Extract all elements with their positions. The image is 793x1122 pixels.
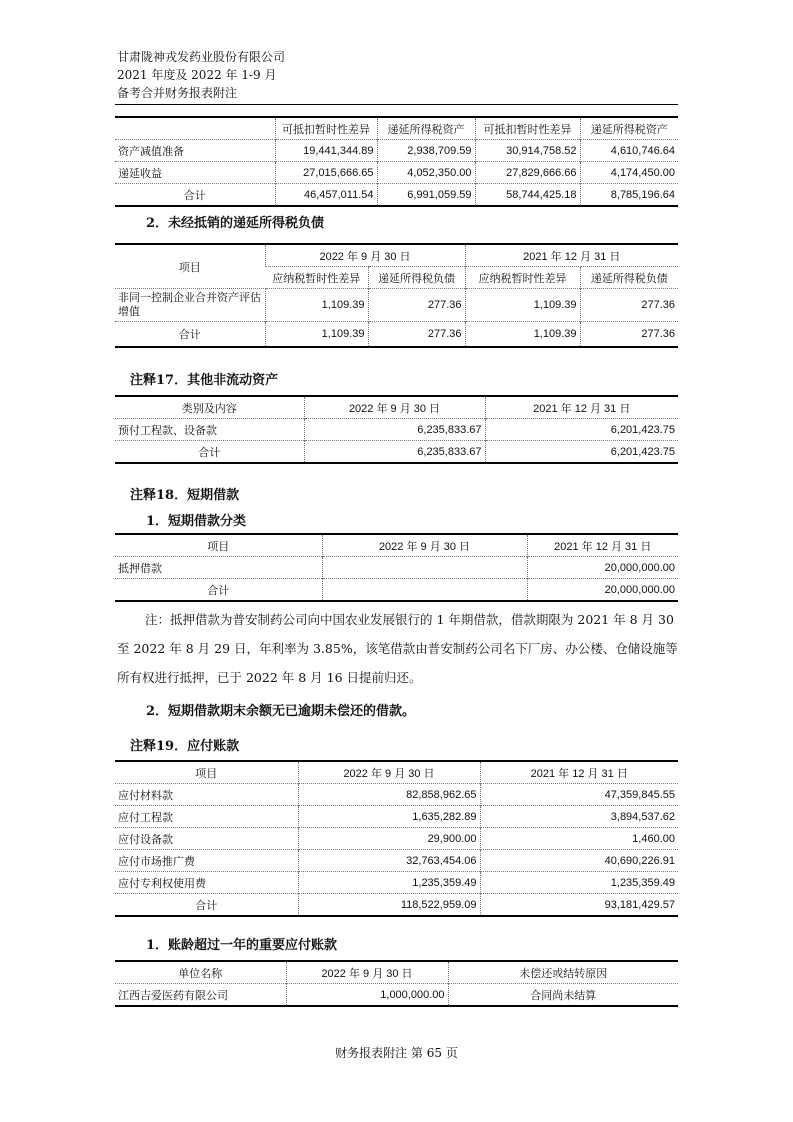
table-cell: 1,000,000.00 [286, 984, 448, 1007]
accounts-payable-table [115, 760, 678, 917]
table-cell: 应付设备款 [115, 828, 298, 850]
table-cell: 1,109.39 [265, 322, 368, 348]
table-cell: 应付专利权使用费 [115, 872, 298, 894]
header-cell: 2022 年 9 月 30 日 [304, 396, 485, 419]
table-cell: 277.36 [368, 322, 465, 348]
section-heading: 2．短期借款期末余额无已逾期未偿还的借款。 [146, 704, 416, 719]
deferred-tax-asset-table [115, 116, 678, 207]
header-cell: 类别及内容 [115, 396, 304, 419]
deferred-tax-liability-table [115, 243, 678, 348]
table-cell: 4,052,350.00 [377, 162, 475, 184]
header-cell: 2022 年 9 月 30 日 [265, 244, 465, 267]
section-heading: 1．短期借款分类 [146, 514, 247, 529]
header-cell: 2021 年 12 月 31 日 [527, 534, 678, 557]
table-cell: 合计 [115, 441, 304, 464]
aged-payables-table [115, 960, 678, 1007]
table-cell: 20,000,000.00 [527, 557, 678, 579]
table-cell: 32,763,454.06 [298, 850, 480, 872]
table-row [115, 162, 678, 184]
table-row [115, 894, 678, 917]
table-cell: 27,015,666.65 [275, 162, 377, 184]
section-heading: 1．账龄超过一年的重要应付账款 [146, 938, 338, 953]
table-cell: 合同尚未结算 [448, 984, 678, 1007]
note-heading: 注释17．其他非流动资产 [130, 373, 279, 388]
table-cell: 3,894,537.62 [480, 806, 678, 828]
header-cell: 递延所得税资产 [580, 117, 678, 140]
header-row [115, 961, 678, 984]
table-row [115, 806, 678, 828]
header-row [115, 396, 678, 419]
table-row [115, 828, 678, 850]
note-heading: 注释18．短期借款 [130, 488, 240, 503]
loan-note-paragraph: 注：抵押借款为普安制药公司向中国农业发展银行的 1 年期借款，借款期限为 2021 年 8 月 30 至 2022 年 8 月 29 日，年利率为 3.85%，该笔借款由普安制药公司名下厂房、办公楼、仓储设施等所有权进行抵押，已于 2022 年 8 月 16 日提前归还。 [117, 612, 678, 685]
table-cell: 应付工程款 [115, 806, 298, 828]
header-cell: 2021 年 12 月 31 日 [465, 244, 678, 267]
table-cell: 非同一控制企业合并资产评估增值 [115, 289, 265, 322]
table-cell: 1,109.39 [465, 322, 580, 348]
header-cell: 单位名称 [115, 961, 286, 984]
table-row [115, 184, 678, 207]
header-row [115, 761, 678, 784]
company-name: 甘肃陇神戎发药业股份有限公司 [117, 50, 286, 64]
table-cell: 58,744,425.18 [475, 184, 580, 207]
table-cell: 应付市场推广费 [115, 850, 298, 872]
document-title: 备考合并财务报表附注 [117, 86, 238, 100]
header-cell [115, 117, 275, 140]
header-cell: 2022 年 9 月 30 日 [322, 534, 527, 557]
header-cell: 项目 [115, 534, 322, 557]
table-cell: 82,858,962.65 [298, 784, 480, 806]
table-cell: 20,000,000.00 [527, 579, 678, 602]
table-row [115, 441, 678, 464]
header-cell: 递延所得税负债 [368, 267, 465, 289]
table-row [115, 984, 678, 1007]
table-cell: 预付工程款、设备款 [115, 419, 304, 441]
table-cell: 合计 [115, 184, 275, 207]
header-cell: 2021 年 12 月 31 日 [485, 396, 678, 419]
header-row [115, 534, 678, 557]
table-cell: 1,235,359.49 [298, 872, 480, 894]
table-cell [322, 579, 527, 602]
table-cell: 118,522,959.09 [298, 894, 480, 917]
page-footer: 财务报表附注 第 65 页 [335, 1046, 458, 1060]
table-cell: 资产减值准备 [115, 140, 275, 162]
table-cell: 46,457,011.54 [275, 184, 377, 207]
table-cell: 277.36 [368, 289, 465, 322]
header-cell: 应纳税暂时性差异 [465, 267, 580, 289]
table-cell: 2,938,709.59 [377, 140, 475, 162]
table-row [115, 557, 678, 579]
header [117, 48, 285, 102]
header-cell: 2021 年 12 月 31 日 [480, 761, 678, 784]
table-cell: 1,460.00 [480, 828, 678, 850]
table-cell: 江西吉爱医药有限公司 [115, 984, 286, 1007]
table-cell: 47,359,845.55 [480, 784, 678, 806]
table-cell: 1,635,282.89 [298, 806, 480, 828]
header-cell: 递延所得税资产 [377, 117, 475, 140]
table-cell: 抵押借款 [115, 557, 322, 579]
short-term-loans-table [115, 533, 678, 602]
table-cell: 合计 [115, 322, 265, 348]
table-row [115, 850, 678, 872]
table-cell: 4,610,746.64 [580, 140, 678, 162]
table-cell: 277.36 [580, 322, 678, 348]
table-row [115, 579, 678, 602]
section-heading: 2．未经抵销的递延所得税负债 [146, 216, 325, 231]
header-cell: 项目 [115, 761, 298, 784]
note-heading: 注释19．应付账款 [130, 739, 240, 754]
header-cell: 可抵扣暂时性差异 [275, 117, 377, 140]
table-cell [322, 557, 527, 579]
table-cell: 1,109.39 [265, 289, 368, 322]
table-row [115, 784, 678, 806]
header-row [115, 117, 678, 140]
table-cell: 30,914,758.52 [475, 140, 580, 162]
table-cell: 29,900.00 [298, 828, 480, 850]
header-cell: 2022 年 9 月 30 日 [298, 761, 480, 784]
table-cell: 277.36 [580, 289, 678, 322]
table-cell: 8,785,196.64 [580, 184, 678, 207]
table-cell: 93,181,429.57 [480, 894, 678, 917]
table-cell: 6,235,833.67 [304, 419, 485, 441]
table-cell: 40,690,226.91 [480, 850, 678, 872]
table-cell: 19,441,344.89 [275, 140, 377, 162]
table-cell: 4,174,450.00 [580, 162, 678, 184]
header-cell: 2022 年 9 月 30 日 [286, 961, 448, 984]
table-cell: 递延收益 [115, 162, 275, 184]
table-cell: 合计 [115, 894, 298, 917]
table-cell: 1,235,359.49 [480, 872, 678, 894]
table-cell: 1,109.39 [465, 289, 580, 322]
header-cell: 未偿还或结转原因 [448, 961, 678, 984]
table-row [115, 140, 678, 162]
table-cell: 27,829,666.66 [475, 162, 580, 184]
table-cell: 6,201,423.75 [485, 441, 678, 464]
table-cell: 合计 [115, 579, 322, 602]
header-rule [115, 104, 678, 105]
header-cell: 可抵扣暂时性差异 [475, 117, 580, 140]
header-cell: 应纳税暂时性差异 [265, 267, 368, 289]
header-cell: 项目 [178, 260, 201, 274]
table-row [115, 872, 678, 894]
table-cell: 应付材料款 [115, 784, 298, 806]
header-cell: 递延所得税负债 [580, 267, 678, 289]
table-row [115, 419, 678, 441]
table-cell: 6,991,059.59 [377, 184, 475, 207]
report-period: 2021 年度及 2022 年 1-9 月 [117, 68, 277, 82]
other-noncurrent-assets-table [115, 395, 678, 464]
table-cell: 6,235,833.67 [304, 441, 485, 464]
table-cell: 6,201,423.75 [485, 419, 678, 441]
